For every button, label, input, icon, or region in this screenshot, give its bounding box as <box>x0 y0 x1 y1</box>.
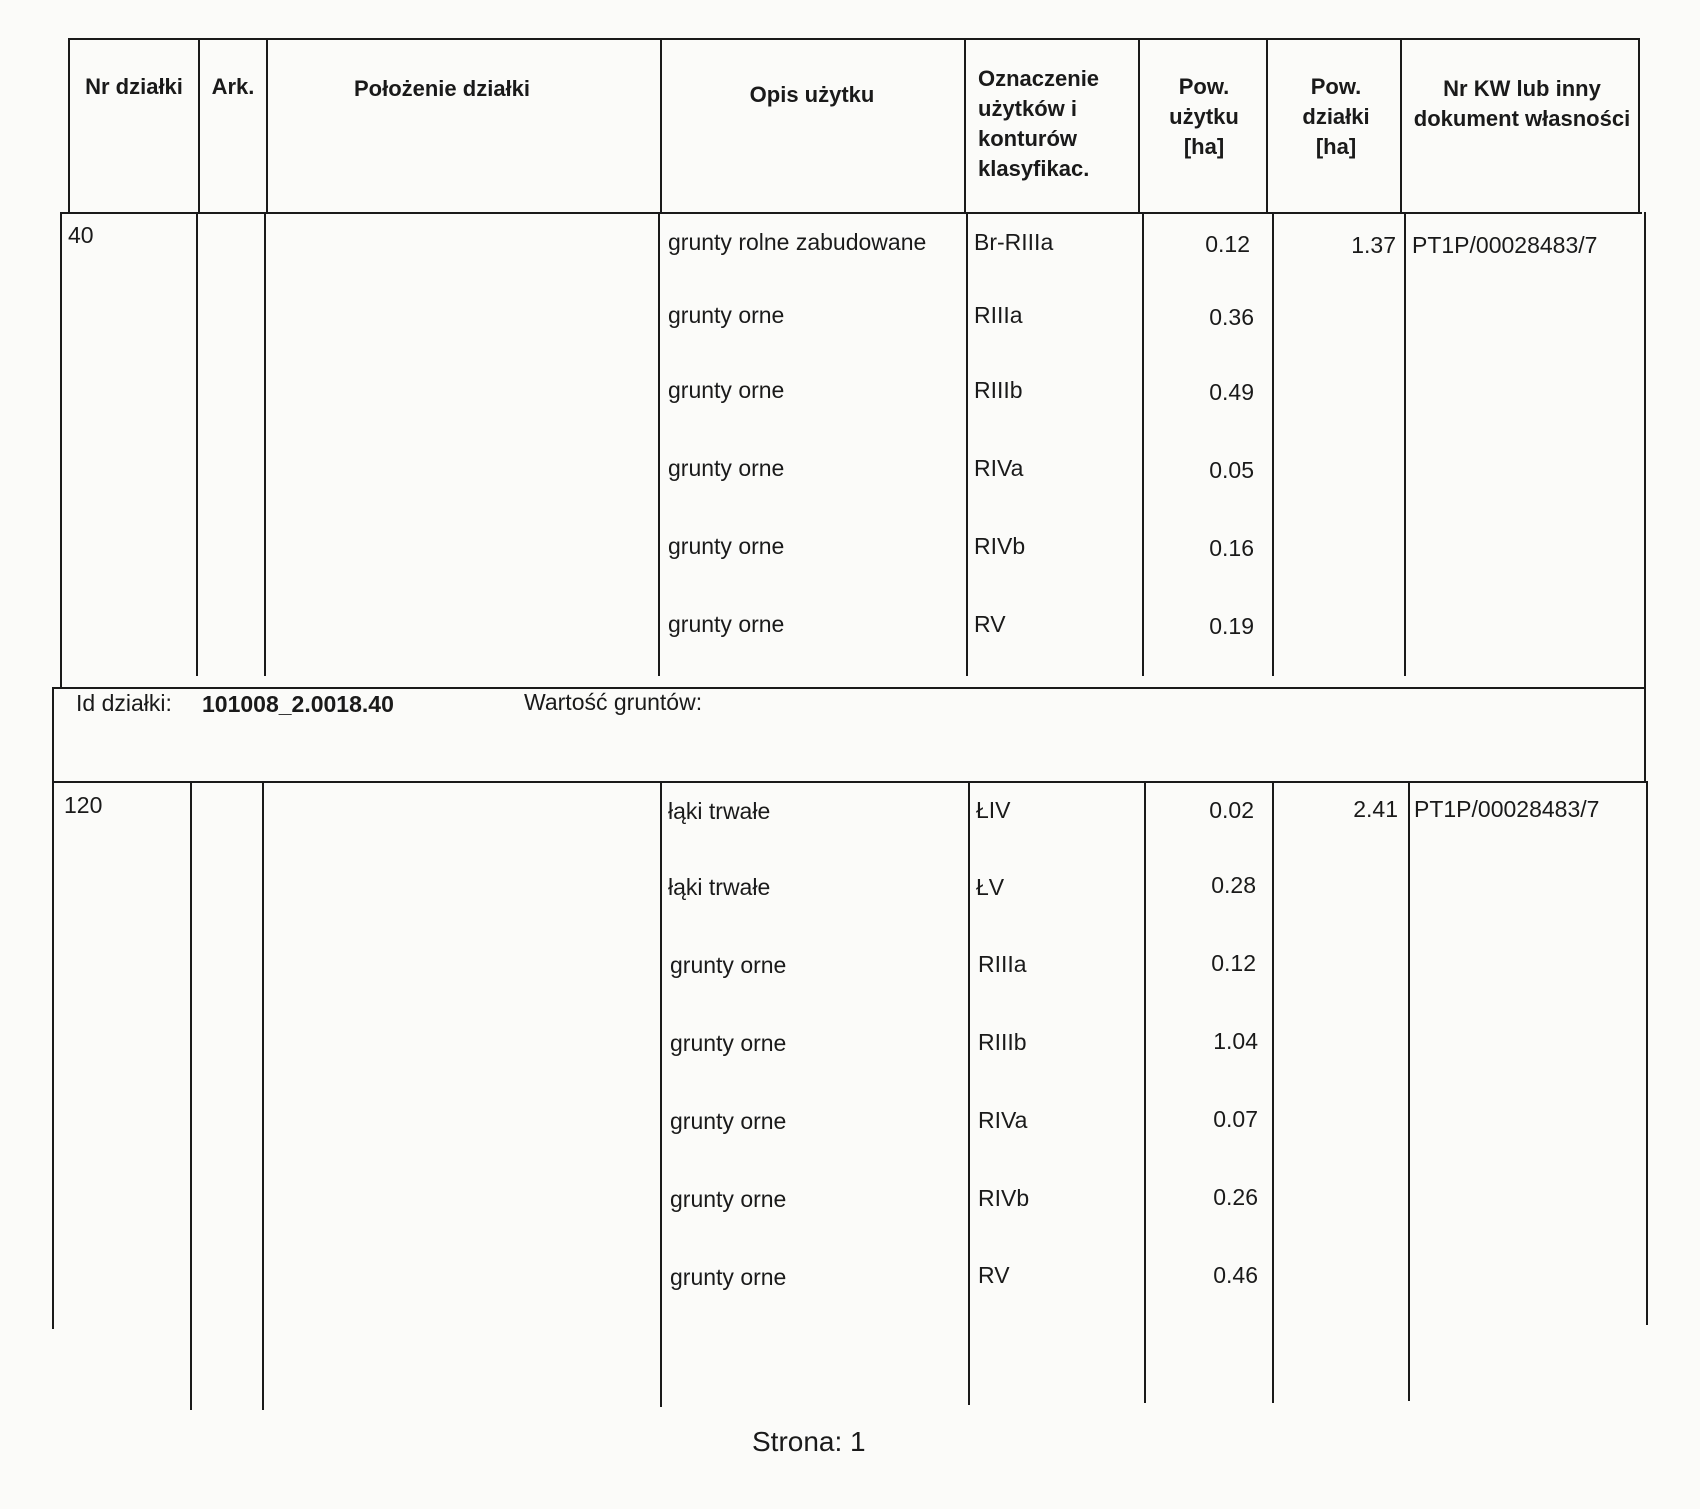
use-description: łąki trwałe <box>668 798 771 824</box>
col-border <box>1638 38 1640 212</box>
header-pow-uzytku: Pow. użytku [ha] <box>1169 74 1239 159</box>
parcel-kw-number: PT1P/00028483/7 <box>1412 232 1598 258</box>
use-class: RIIIa <box>978 951 1027 977</box>
use-class: ŁV <box>976 874 1005 900</box>
use-area: 0.49 <box>1209 379 1254 405</box>
use-description: grunty orne <box>668 611 785 637</box>
col-border <box>1142 212 1144 676</box>
id-label: Id działki: <box>76 690 172 716</box>
col-border <box>198 38 200 212</box>
header-opis-uzytku: Opis użytku <box>749 82 875 107</box>
col-border <box>190 781 192 1410</box>
use-description: grunty orne <box>670 1186 787 1212</box>
use-area: 0.02 <box>1209 797 1254 823</box>
use-description: grunty orne <box>670 1264 787 1290</box>
use-description: łąki trwałe <box>668 874 771 900</box>
col-border <box>266 38 268 212</box>
use-area: 0.12 <box>1205 231 1250 257</box>
col-border <box>660 38 662 212</box>
col-border <box>52 687 54 783</box>
header-pow-dzialki: Pow. działki [ha] <box>1302 74 1370 159</box>
col-border <box>60 212 62 688</box>
use-area: 0.16 <box>1209 535 1254 561</box>
col-border <box>1408 781 1410 1401</box>
page-number: Strona: 1 <box>752 1426 866 1457</box>
col-border <box>966 212 968 676</box>
use-class: ŁIV <box>976 797 1011 823</box>
use-area: 0.05 <box>1209 457 1254 483</box>
col-border <box>1646 781 1648 1325</box>
col-border <box>658 212 660 676</box>
use-area: 0.19 <box>1209 613 1254 639</box>
use-area: 0.07 <box>1213 1106 1258 1132</box>
parcel-kw-number: PT1P/00028483/7 <box>1414 796 1600 822</box>
parcel-area: 2.41 <box>1353 796 1398 822</box>
use-class: RIIIb <box>974 377 1023 403</box>
use-class: RIVa <box>974 455 1024 481</box>
col-border <box>196 212 198 676</box>
use-description: grunty orne <box>668 533 785 559</box>
use-class: RIVa <box>978 1107 1028 1133</box>
use-class: RIVb <box>978 1185 1030 1211</box>
col-border <box>1272 781 1274 1403</box>
col-border <box>1644 212 1646 688</box>
use-area: 0.26 <box>1213 1184 1258 1210</box>
col-border <box>1404 212 1406 676</box>
col-border <box>968 781 970 1405</box>
col-border <box>1138 38 1140 212</box>
use-area: 0.12 <box>1211 950 1256 976</box>
use-class: RIVb <box>974 533 1026 559</box>
use-class: RV <box>974 611 1006 637</box>
header-nr-dzialki: Nr działki <box>85 74 183 99</box>
col-border <box>264 212 266 676</box>
use-class: RIIIa <box>974 302 1023 328</box>
land-value-label: Wartość gruntów: <box>524 689 703 715</box>
col-border <box>68 38 70 212</box>
header-polozenie: Położenie działki <box>353 76 531 101</box>
use-area: 0.46 <box>1213 1262 1258 1288</box>
use-description: grunty orne <box>668 455 785 481</box>
header-nr-kw: Nr KW lub inny dokument własności <box>1413 76 1631 131</box>
use-class: Br-RIIIa <box>974 229 1054 255</box>
header-oznaczenie: Oznaczenie użytków i konturów klasyfikac. <box>978 66 1100 181</box>
col-border <box>964 38 966 212</box>
parcel-number: 120 <box>64 792 103 818</box>
col-border <box>1272 212 1274 676</box>
use-description: grunty rolne zabudowane <box>668 229 927 255</box>
col-border <box>660 781 662 1407</box>
col-border <box>262 781 264 1410</box>
use-area: 0.36 <box>1209 304 1254 330</box>
table-top-border <box>68 38 1640 40</box>
use-description: grunty orne <box>670 1030 787 1056</box>
id-row-bottom-border <box>52 781 1646 783</box>
col-border <box>1144 781 1146 1403</box>
use-description: grunty orne <box>668 302 785 328</box>
use-class: RV <box>978 1262 1010 1288</box>
header-ark: Ark. <box>211 74 255 99</box>
col-border <box>1644 687 1646 783</box>
use-area: 0.28 <box>1211 872 1256 898</box>
parcel-number: 40 <box>68 222 94 248</box>
id-row-top-border <box>52 687 1646 689</box>
use-description: grunty orne <box>668 377 785 403</box>
col-border <box>52 781 54 1329</box>
parcel-id: 101008_2.0018.40 <box>202 691 394 717</box>
parcel-area: 1.37 <box>1351 232 1396 258</box>
col-border <box>1266 38 1268 212</box>
use-description: grunty orne <box>670 952 787 978</box>
use-description: grunty orne <box>670 1108 787 1134</box>
col-border <box>1400 38 1402 212</box>
use-class: RIIIb <box>978 1029 1027 1055</box>
use-area: 1.04 <box>1213 1028 1258 1054</box>
